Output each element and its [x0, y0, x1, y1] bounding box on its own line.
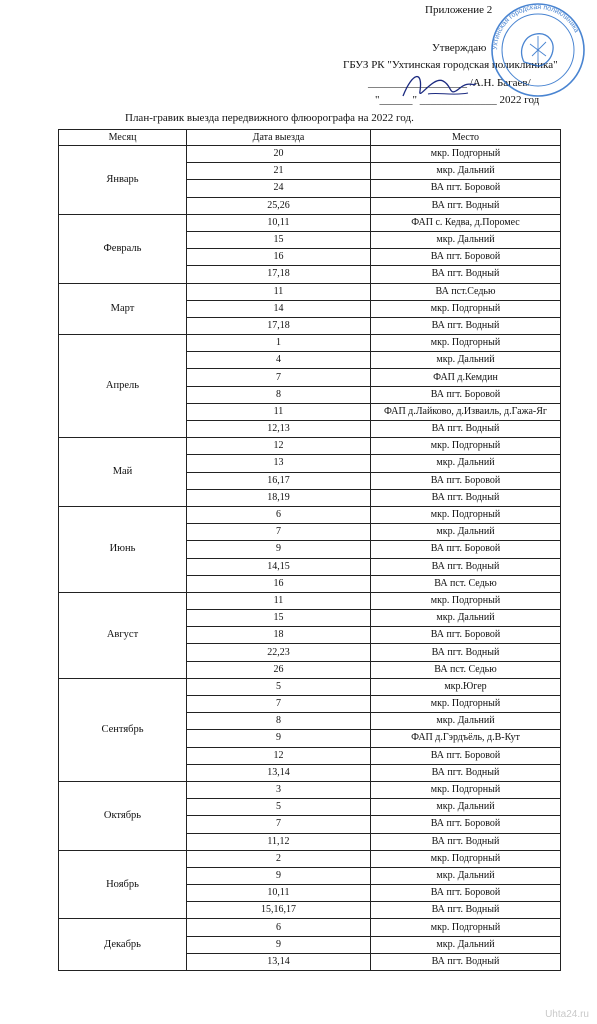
- date-cell: 18: [187, 627, 371, 644]
- date-cell: 15,16,17: [187, 902, 371, 919]
- date-cell: 10,11: [187, 214, 371, 231]
- date-cell: 13,14: [187, 764, 371, 781]
- place-cell: ВА пгт. Боровой: [371, 386, 561, 403]
- date-cell: 11: [187, 283, 371, 300]
- date-cell: 22,23: [187, 644, 371, 661]
- schedule-table: [58, 129, 561, 971]
- table-body: [59, 146, 561, 971]
- month-cell: Июнь: [59, 506, 187, 592]
- date-line: "______" ______________ 2022 год: [375, 94, 540, 106]
- organization-name: ГБУЗ РК "Ухтинская городская поликлиника": [343, 59, 558, 71]
- place-cell: мкр. Дальний: [371, 867, 561, 884]
- date-cell: 4: [187, 352, 371, 369]
- header-place: Место: [371, 130, 561, 146]
- date-cell: 7: [187, 696, 371, 713]
- place-cell: ВА пгт. Боровой: [371, 816, 561, 833]
- place-cell: ВА пгт. Водный: [371, 644, 561, 661]
- signature-scrawl: [398, 66, 478, 106]
- month-cell: Декабрь: [59, 919, 187, 971]
- date-cell: 12: [187, 438, 371, 455]
- table-row: [59, 592, 561, 609]
- place-cell: мкр. Подгорный: [371, 592, 561, 609]
- place-cell: ВА пгт. Боровой: [371, 885, 561, 902]
- date-cell: 21: [187, 163, 371, 180]
- table-row: [59, 214, 561, 231]
- date-cell: 15: [187, 610, 371, 627]
- date-cell: 12: [187, 747, 371, 764]
- stamp-text: Ухтинская городская поликлиника: [491, 3, 580, 51]
- date-cell: 18,19: [187, 489, 371, 506]
- date-cell: 12,13: [187, 421, 371, 438]
- table-row: [59, 850, 561, 867]
- signer-name: /А.Н. Багаев/: [469, 77, 531, 89]
- date-cell: 8: [187, 713, 371, 730]
- place-cell: мкр.Югер: [371, 678, 561, 695]
- date-cell: 9: [187, 730, 371, 747]
- date-cell: 17,18: [187, 266, 371, 283]
- date-cell: 11: [187, 592, 371, 609]
- place-cell: мкр. Подгорный: [371, 335, 561, 352]
- appendix-label: Приложение 2: [425, 4, 493, 16]
- date-cell: 6: [187, 919, 371, 936]
- table-row: [59, 506, 561, 523]
- date-cell: 13: [187, 455, 371, 472]
- date-cell: 25,26: [187, 197, 371, 214]
- site-watermark: Uhta24.ru: [545, 1009, 589, 1020]
- date-cell: 14: [187, 300, 371, 317]
- date-cell: 6: [187, 506, 371, 523]
- table-row: [59, 919, 561, 936]
- date-cell: 1: [187, 335, 371, 352]
- table-row: [59, 146, 561, 163]
- place-cell: ВА пгт. Боровой: [371, 627, 561, 644]
- place-cell: мкр. Дальний: [371, 936, 561, 953]
- place-cell: ВА пгт. Боровой: [371, 180, 561, 197]
- date-cell: 8: [187, 386, 371, 403]
- place-cell: ВА пгт. Боровой: [371, 747, 561, 764]
- place-cell: ФАП с. Кедва, д.Поромес: [371, 214, 561, 231]
- date-cell: 20: [187, 146, 371, 163]
- month-cell: Февраль: [59, 214, 187, 283]
- date-cell: 9: [187, 936, 371, 953]
- date-cell: 7: [187, 816, 371, 833]
- place-cell: ВА пгт. Водный: [371, 764, 561, 781]
- month-cell: Октябрь: [59, 781, 187, 850]
- place-cell: мкр. Дальний: [371, 610, 561, 627]
- date-cell: 11,12: [187, 833, 371, 850]
- place-cell: ВА пгт. Водный: [371, 421, 561, 438]
- place-cell: мкр. Подгорный: [371, 300, 561, 317]
- place-cell: ВА пст. Седью: [371, 661, 561, 678]
- place-cell: ВА пгт. Водный: [371, 902, 561, 919]
- date-cell: 16: [187, 249, 371, 266]
- svg-text:Ухтинская городская поликлиник: [492, 4, 580, 50]
- table-row: [59, 283, 561, 300]
- date-cell: 9: [187, 541, 371, 558]
- place-cell: мкр. Дальний: [371, 352, 561, 369]
- table-row: [59, 678, 561, 695]
- place-cell: ВА пгт. Водный: [371, 266, 561, 283]
- place-cell: мкр. Дальний: [371, 713, 561, 730]
- date-cell: 17,18: [187, 317, 371, 334]
- place-cell: мкр. Подгорный: [371, 696, 561, 713]
- month-cell: Сентябрь: [59, 678, 187, 781]
- month-cell: Май: [59, 438, 187, 507]
- place-cell: мкр. Подгорный: [371, 146, 561, 163]
- place-cell: мкр. Подгорный: [371, 781, 561, 798]
- place-cell: мкр. Подгорный: [371, 506, 561, 523]
- place-cell: ВА пст.Седью: [371, 283, 561, 300]
- date-cell: 14,15: [187, 558, 371, 575]
- signature-line: __________________ /А.Н. Багаев/: [368, 77, 531, 89]
- date-cell: 26: [187, 661, 371, 678]
- place-cell: ВА пст. Седью: [371, 575, 561, 592]
- place-cell: ВА пгт. Водный: [371, 558, 561, 575]
- place-cell: мкр. Подгорный: [371, 919, 561, 936]
- month-cell: Январь: [59, 146, 187, 215]
- place-cell: ВА пгт. Водный: [371, 833, 561, 850]
- date-cell: 13,14: [187, 953, 371, 970]
- place-cell: ВА пгт. Водный: [371, 953, 561, 970]
- place-cell: ВА пгт. Водный: [371, 317, 561, 334]
- date-cell: 24: [187, 180, 371, 197]
- official-stamp: [488, 0, 588, 100]
- header-month: Месяц: [59, 130, 187, 146]
- place-cell: ВА пгт. Водный: [371, 489, 561, 506]
- place-cell: мкр. Дальний: [371, 524, 561, 541]
- date-cell: 16,17: [187, 472, 371, 489]
- place-cell: ФАП д.Кемдин: [371, 369, 561, 386]
- date-cell: 11: [187, 403, 371, 420]
- place-cell: ФАП д.Лайково, д.Изваиль, д.Гажа-Яг: [371, 403, 561, 420]
- place-cell: ВА пгт. Водный: [371, 197, 561, 214]
- place-cell: ФАП д.Гэрдъёль, д.В-Кут: [371, 730, 561, 747]
- place-cell: мкр. Дальний: [371, 455, 561, 472]
- month-cell: Август: [59, 592, 187, 678]
- date-cell: 10,11: [187, 885, 371, 902]
- place-cell: мкр. Дальний: [371, 163, 561, 180]
- month-cell: Апрель: [59, 335, 187, 438]
- date-cell: 16: [187, 575, 371, 592]
- date-cell: 5: [187, 799, 371, 816]
- place-cell: ВА пгт. Боровой: [371, 541, 561, 558]
- date-cell: 5: [187, 678, 371, 695]
- date-cell: 9: [187, 867, 371, 884]
- document-title: План-гравик выезда передвижного флюорографа на 2022 год.: [125, 112, 414, 124]
- place-cell: ВА пгт. Боровой: [371, 472, 561, 489]
- date-cell: 15: [187, 231, 371, 248]
- table-row: [59, 781, 561, 798]
- place-cell: мкр. Дальний: [371, 799, 561, 816]
- month-cell: Март: [59, 283, 187, 335]
- table-row: [59, 438, 561, 455]
- date-cell: 7: [187, 524, 371, 541]
- table-header-row: [59, 130, 561, 146]
- month-cell: Ноябрь: [59, 850, 187, 919]
- place-cell: мкр. Дальний: [371, 231, 561, 248]
- date-cell: 3: [187, 781, 371, 798]
- approve-label: Утверждаю: [432, 42, 487, 54]
- date-cell: 2: [187, 850, 371, 867]
- place-cell: мкр. Подгорный: [371, 438, 561, 455]
- place-cell: мкр. Подгорный: [371, 850, 561, 867]
- date-cell: 7: [187, 369, 371, 386]
- header-date: Дата выезда: [187, 130, 371, 146]
- place-cell: ВА пгт. Боровой: [371, 249, 561, 266]
- table-row: [59, 335, 561, 352]
